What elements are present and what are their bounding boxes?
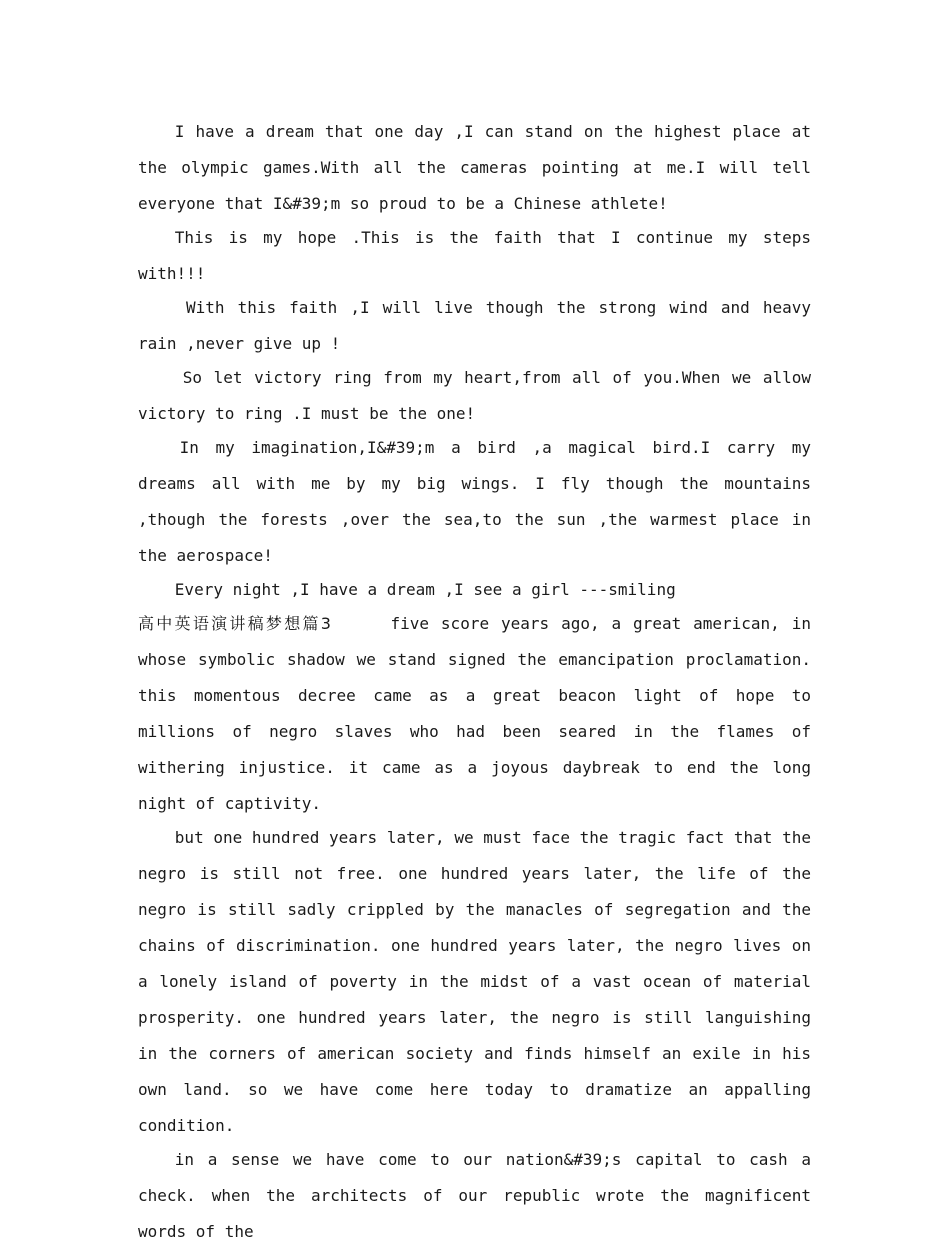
section-first-text: five score years ago, a great american, in whose symbolic shadow we stand signed the emancipation proclamation. this momentous decree came as a great beacon light of hope to millions of negro slaves who had been seared in the flames of withering injustice. it came as a joyous daybreak to end the long night of captivity. [138,614,811,813]
paragraph-olympic-dream: I have a dream that one day ,I can stand on the highest place at the olympic games.With all the cameras pointing at me.I will tell everyone that I&#39;m so proud to be a Chinese athlete! [138,122,811,213]
section-heading: 高中英语演讲稿梦想篇3 [138,614,331,633]
paragraph-faith: With this faith ,I will live though the strong wind and heavy rain ,never give up ! [138,298,811,353]
paragraph-cash-a-check: in a sense we have come to our nation&#39;s capital to cash a check. when the architects of our republic wrote the magnificent words of the [138,1150,811,1241]
paragraph-every-night: Every night ,I have a dream ,I see a girl ---smiling [174,580,676,599]
paragraph-victory: So let victory ring from my heart,from all of you.When we allow victory to ring .I must be the one! [138,368,811,423]
section-spacer [331,614,391,633]
section-3-paragraph [138,606,811,822]
paragraph-hope: This is my hope .This is the faith that I continue my steps with!!! [138,228,811,283]
document-body [138,114,811,1250]
paragraph-imagination: In my imagination,I&#39;m a bird ,a magical bird.I carry my dreams all with me by my big wings. I fly though the mountains ,though the forests ,over the sea,to the sun ,the warmest place in the aerospace! [138,438,811,565]
paragraph-one-hundred-years: but one hundred years later, we must face the tragic fact that the negro is still not free. one hundred years later, the life of the negro is still sadly crippled by the manacles of segregation and the chains of discrimination. one hundred years later, the negro lives on a lonely island of poverty in the midst of a vast ocean of material prosperity. one hundred years later, the negro is still languishing in the corners of american society and finds himself an exile in his own land. so we have come here today to dramatize an appalling condition. [138,828,811,1135]
